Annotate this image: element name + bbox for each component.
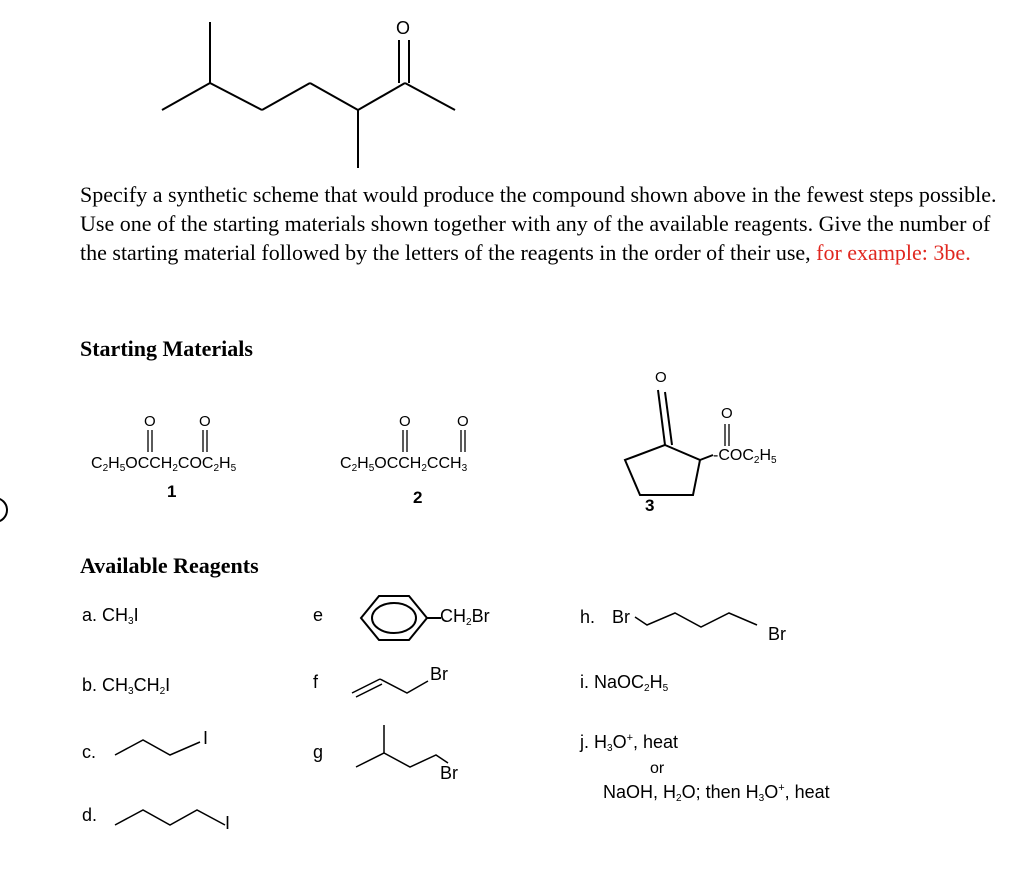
reagent-j-line2: NaOH, $H_2O$; then $H_3O^+$, heat xyxy=(603,782,830,804)
starting-material-3-structure xyxy=(600,360,820,510)
reagent-d-atom: I xyxy=(225,813,231,833)
edge-circle xyxy=(0,497,8,523)
reagent-f-atom: Br xyxy=(430,664,448,684)
svg-text:O: O xyxy=(144,413,156,430)
reagent-h-structure xyxy=(635,605,775,645)
target-structure xyxy=(0,0,1024,200)
reagent-c-letter: c. xyxy=(82,742,97,762)
starting-material-1-formula: $C_2H_5OCCH_2COC_2H_5$ xyxy=(91,455,237,474)
starting-material-3-ester: $-COC_2H_5$ xyxy=(713,447,777,466)
reagent-h-letter: h. xyxy=(580,607,596,627)
reagent-g-atom: Br xyxy=(440,763,458,783)
question-text xyxy=(80,180,1020,267)
reagent-c-atom: I xyxy=(203,728,209,748)
starting-material-2-formula: $C_2H_5OCCH_2CCH_3$ xyxy=(340,455,468,474)
svg-text:O: O xyxy=(399,413,411,430)
reagent-j-line1: j. $H_3O^+$, heat xyxy=(580,732,679,754)
reagent-d-letter: d. xyxy=(82,805,98,825)
reagent-i: i. $NaOC_2H_5$ xyxy=(580,672,669,694)
question-body: Specify a synthetic scheme that would produce the compound shown above in the fewest steps possible. Use one of the starting materials shown together with any of the available reagents. Give the number of the starting material followed by the letters of the reagents in the order of their use, xyxy=(80,182,997,265)
starting-material-2-number: 2 xyxy=(413,488,423,507)
reagent-e-structure xyxy=(345,588,445,648)
available-reagents-heading: Available Reagents xyxy=(80,553,259,578)
reagent-h-atom-left: Br xyxy=(612,607,630,627)
reagent-d-structure xyxy=(115,800,255,840)
reagent-c-structure xyxy=(115,730,235,770)
reagent-g-letter: g xyxy=(313,742,324,762)
reagent-b: b. $CH_3CH_2I$ xyxy=(82,675,171,697)
target-oxygen: O xyxy=(396,18,411,38)
reagent-e-letter: e xyxy=(313,605,324,625)
starting-materials-heading: Starting Materials xyxy=(80,336,253,361)
reagent-h-atom-right: Br xyxy=(768,624,786,644)
svg-text:O: O xyxy=(721,405,733,422)
reagent-e-group: $CH_2Br$ xyxy=(440,606,490,628)
reagent-a: a. $CH_3I$ xyxy=(82,605,139,627)
starting-material-1-number: 1 xyxy=(167,482,177,501)
reagent-j-or: or xyxy=(650,760,665,777)
starting-material-3-number: 3 xyxy=(645,496,655,515)
reagent-f-letter: f xyxy=(313,672,319,692)
svg-text:O: O xyxy=(655,369,667,386)
svg-text:O: O xyxy=(199,413,211,430)
svg-text:O: O xyxy=(457,413,469,430)
question-example: for example: 3be. xyxy=(816,240,971,265)
